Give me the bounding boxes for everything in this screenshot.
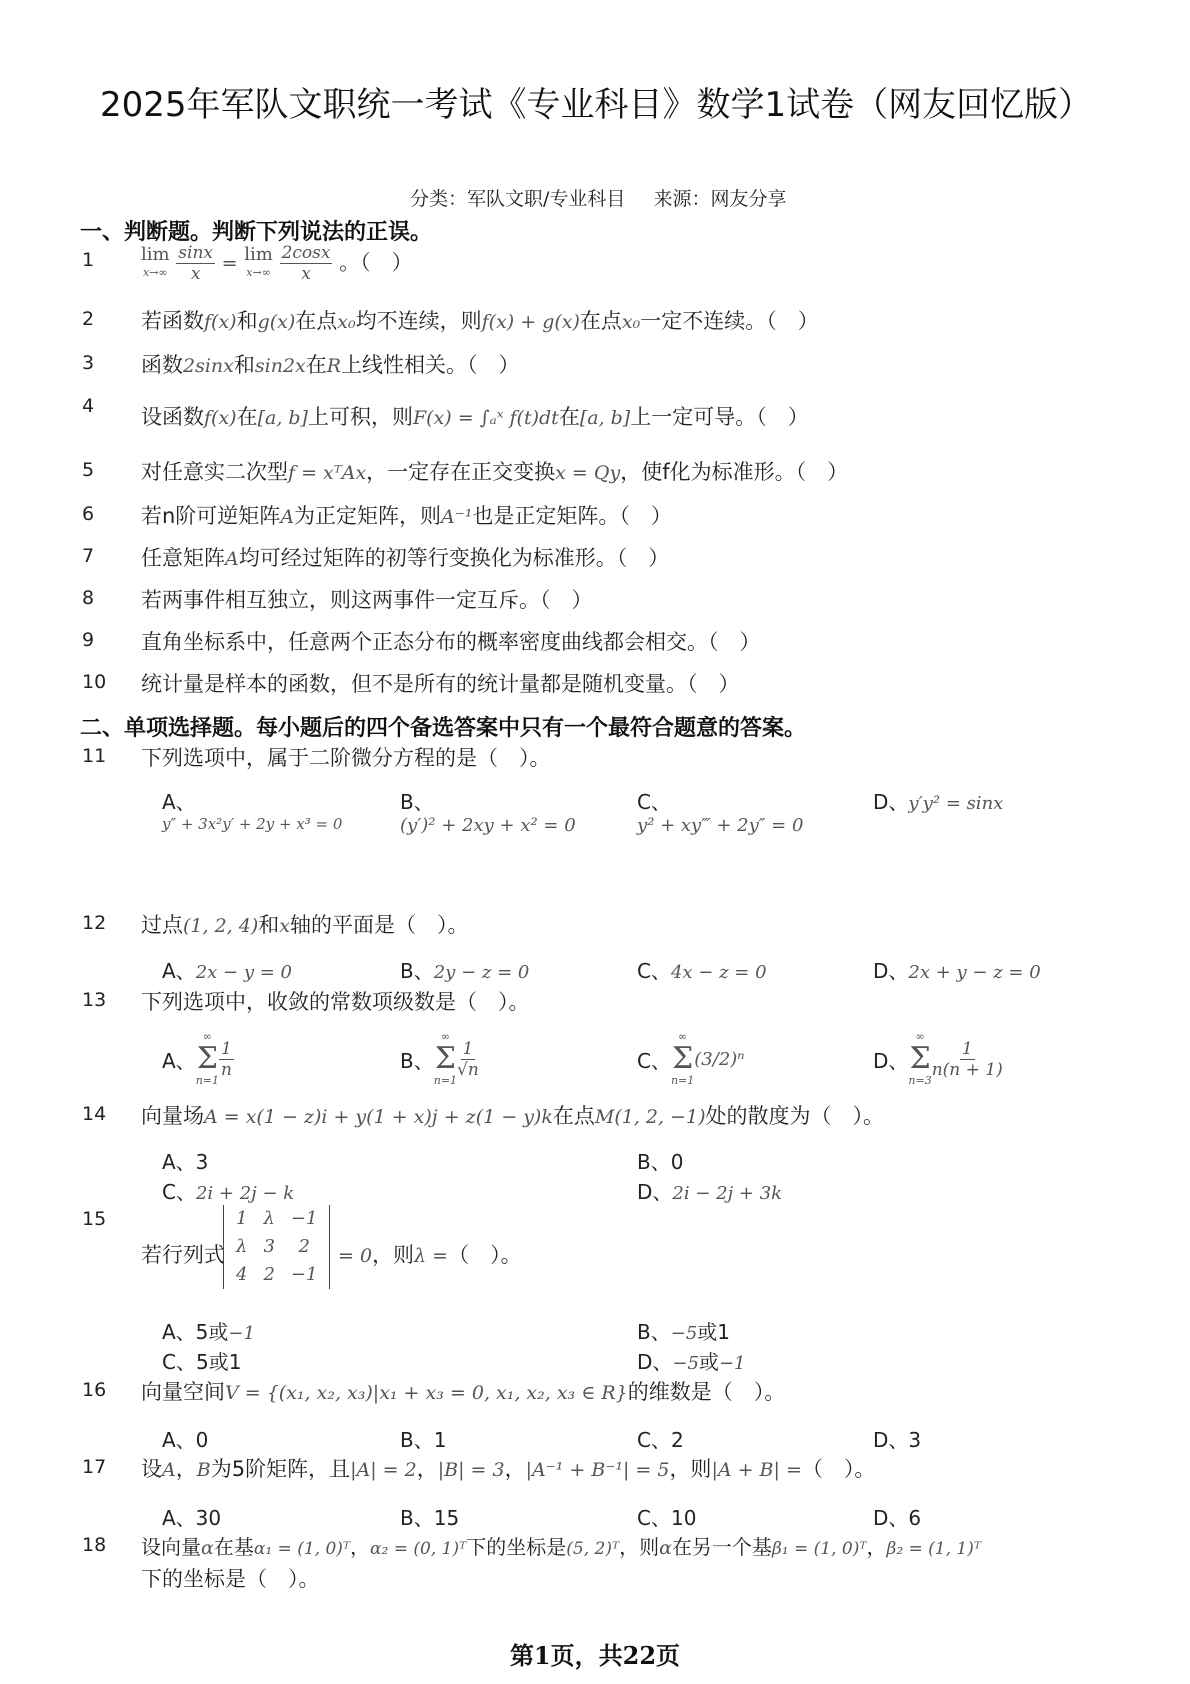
text-segment: ， — [866, 1535, 887, 1559]
question-number: 16 — [82, 1379, 107, 1401]
question-12 — [141, 909, 468, 939]
math-expr: λ = — [414, 1245, 449, 1267]
numerator: 1 — [462, 1038, 474, 1059]
text-segment: ，则 — [669, 1457, 712, 1481]
option-label: B、 — [400, 1048, 434, 1073]
option-c[interactable] — [637, 786, 803, 836]
question-number: 7 — [82, 545, 95, 567]
question-number: 1 — [82, 249, 95, 271]
question-5 — [141, 456, 848, 486]
text-segment: 也是正定矩阵。（ ） — [472, 504, 672, 528]
denominator: n(n + 1) — [931, 1059, 1003, 1080]
math-expr: (3/2)ⁿ — [694, 1048, 745, 1070]
text-segment: 一定不连续。（ ） — [640, 309, 819, 333]
question-number: 18 — [82, 1534, 107, 1556]
text-segment: 上线性相关。（ ） — [341, 353, 520, 377]
numerator: sinx — [178, 243, 213, 263]
summation — [908, 1030, 931, 1088]
page-number-footer: 第1页，共22页 — [509, 1641, 681, 1670]
numerator: 1 — [221, 1038, 232, 1059]
text-segment: 任意矩阵 — [141, 546, 225, 570]
text-segment: 函数 — [141, 353, 183, 377]
text-segment: 处的散度为（ ）。 — [705, 1104, 884, 1128]
math-expr: x₀ — [621, 311, 641, 333]
question-14 — [141, 1100, 884, 1130]
numerator: 2cosx — [281, 243, 331, 263]
text-segment: 均不连续，则 — [355, 309, 482, 333]
determinant — [223, 1205, 330, 1289]
text-segment: 上一定可导。（ ） — [630, 405, 809, 429]
question-9: 直角坐标系中，任意两个正态分布的概率密度曲线都会相交。（ ） — [141, 630, 761, 654]
denominator: √n — [457, 1059, 479, 1080]
option-label: C、 — [637, 1048, 671, 1073]
summation — [671, 1030, 694, 1088]
math-expr: (y′)² + 2xy + x² = 0 — [400, 815, 576, 836]
question-13: 下列选项中，收敛的常数项级数是（ ）。 — [141, 990, 530, 1014]
question-3 — [141, 349, 520, 379]
text-segment: ， — [175, 1457, 197, 1481]
sum-upper: ∞ — [202, 1030, 212, 1043]
meta-line — [410, 184, 808, 211]
sum-upper: ∞ — [440, 1030, 450, 1043]
matrix-cell: 2 — [263, 1264, 275, 1285]
matrix-cell: 2 — [298, 1236, 310, 1257]
math-expr: |A⁻¹ + B⁻¹| = 5 — [525, 1459, 670, 1481]
text-segment: 设 — [141, 1457, 162, 1481]
text-segment: ， — [350, 1535, 371, 1559]
math-expr: A = x(1 − z)i + y(1 + x)j + z(1 − y)k — [204, 1106, 553, 1128]
text-segment: ，则 — [372, 1243, 415, 1267]
fraction — [176, 243, 215, 284]
option-label: D、 — [637, 1180, 673, 1204]
text-segment: 在 — [236, 405, 258, 429]
sum-lower: n=1 — [670, 1074, 695, 1087]
matrix-cell: −1 — [290, 1208, 318, 1229]
sum-lower: n=1 — [433, 1074, 458, 1087]
math-expr: A — [162, 1459, 176, 1481]
question-10: 统计量是样本的函数，但不是所有的统计量都是随机变量。（ ） — [141, 672, 740, 696]
math-expr: f = xᵀAx — [288, 462, 367, 484]
option-b[interactable] — [637, 1316, 730, 1345]
option-b[interactable] — [400, 955, 529, 984]
option-a[interactable]: A、0 — [162, 1428, 209, 1452]
option-d[interactable] — [873, 1030, 1003, 1088]
option-label: C、 — [637, 790, 671, 814]
sum-upper: ∞ — [678, 1030, 688, 1043]
math-expr: V = {(x₁, x₂, x₃)|x₁ + x₃ = 0, x₁, x₂, x₃ ∈ R} — [225, 1382, 628, 1404]
text-segment: ，一定存在正交变换 — [366, 460, 556, 484]
determinant-matrix — [228, 1205, 325, 1289]
math-expr: [a, b] — [257, 407, 308, 429]
math-expr: −1 — [718, 1353, 746, 1374]
limit-operator — [141, 243, 170, 282]
math-expr: f(x) — [204, 311, 237, 333]
question-7 — [141, 542, 669, 572]
question-18 — [141, 1531, 981, 1560]
question-16 — [141, 1376, 785, 1406]
sum-lower: n=3 — [908, 1074, 932, 1087]
question-6 — [141, 500, 672, 530]
option-a[interactable] — [162, 1316, 255, 1345]
text-segment: 在 — [305, 353, 327, 377]
text-segment: 和 — [236, 309, 258, 333]
summation — [434, 1030, 457, 1088]
text-segment: 对任意实二次型 — [141, 460, 288, 484]
option-c[interactable]: C、10 — [637, 1506, 697, 1530]
math-expr: A⁻¹ — [441, 506, 473, 528]
math-expr: (1, 2, 4) — [183, 915, 259, 937]
question-number: 2 — [82, 308, 95, 330]
math-expr: [a, b] — [579, 407, 631, 429]
question-number: 4 — [82, 395, 95, 417]
sigma-symbol: Σ — [672, 1041, 694, 1076]
option-label: A、5或 — [162, 1320, 229, 1344]
question-number: 5 — [82, 459, 95, 481]
question-15-prefix: 若行列式 — [141, 1243, 225, 1267]
sigma-symbol: Σ — [909, 1041, 931, 1076]
text-segment: 在另一个基 — [671, 1535, 772, 1559]
option-c[interactable] — [637, 1030, 745, 1088]
math-expr: 2y − z = 0 — [433, 962, 530, 983]
math-expr: 2i − 2j + 3k — [672, 1183, 783, 1204]
sigma-symbol: Σ — [434, 1041, 456, 1076]
text-segment: 若n阶可逆矩阵 — [141, 504, 281, 528]
option-label: A、 — [162, 1048, 196, 1073]
text-segment: ， — [416, 1457, 438, 1481]
option-b[interactable]: B、1 — [400, 1428, 447, 1452]
denominator: x — [190, 264, 201, 284]
text-segment: ， — [504, 1457, 526, 1481]
math-expr: α₁ = (1, 0)ᵀ — [253, 1539, 351, 1559]
equals-sign: = — [221, 252, 238, 275]
math-expr: |A + B| = — [711, 1459, 802, 1481]
text-segment: 或 — [698, 1350, 719, 1374]
math-expr: 2i + 2j − k — [195, 1183, 295, 1204]
text-segment: （ ）。 — [801, 1457, 876, 1481]
denominator: n — [220, 1059, 232, 1080]
option-label: B、 — [400, 790, 434, 814]
math-expr: α — [201, 1537, 214, 1559]
question-number: 11 — [82, 745, 107, 767]
question-8: 若两事件相互独立，则这两事件一定互斥。（ ） — [141, 588, 593, 612]
question-number: 6 — [82, 503, 95, 525]
category-label: 分类：军队文职/专业科目 — [410, 188, 626, 210]
option-d[interactable]: D、3 — [873, 1428, 922, 1452]
option-b[interactable] — [400, 786, 576, 836]
option-label: C、 — [162, 1180, 196, 1204]
math-expr: α₂ = (0, 1)ᵀ — [370, 1539, 467, 1559]
text-segment: 的维数是（ ）。 — [627, 1380, 786, 1404]
math-expr: M(1, 2, −1) — [594, 1106, 706, 1128]
sigma-symbol: Σ — [196, 1041, 218, 1076]
lim-label: lim — [141, 243, 170, 265]
math-expr: 4x − z = 0 — [670, 962, 767, 983]
math-expr: x = Qy — [555, 462, 621, 484]
matrix-cell: 3 — [263, 1236, 275, 1257]
math-expr: −1 — [228, 1323, 255, 1344]
sum-lower: n=1 — [195, 1074, 219, 1087]
section-heading-single-choice: 二、单项选择题。每小题后的四个备选答案中只有一个最符合题意的答案。 — [80, 716, 807, 741]
text-segment: 设函数 — [141, 405, 204, 429]
text-segment: 过点 — [141, 913, 183, 937]
question-4 — [141, 401, 809, 431]
math-expr: g(x) — [257, 311, 296, 333]
math-expr: 2sinx — [183, 355, 234, 377]
option-d[interactable]: D、6 — [873, 1506, 922, 1530]
text-segment: 在点 — [295, 309, 338, 333]
option-d[interactable] — [873, 955, 1041, 984]
question-number: 3 — [82, 352, 95, 374]
question-1 — [141, 243, 413, 284]
fraction — [457, 1039, 479, 1080]
math-expr: B — [196, 1459, 211, 1481]
question-11: 下列选项中，属于二阶微分方程的是（ ）。 — [141, 746, 551, 770]
math-expr: β₁ = (1, 0)ᵀ — [771, 1539, 867, 1559]
option-a[interactable]: A、3 — [162, 1150, 209, 1174]
option-label: D、 — [873, 790, 909, 814]
text-segment: 在 — [558, 405, 580, 429]
math-expr: y″ + 3x²y′ + 2y + x³ = 0 — [162, 815, 343, 833]
option-label: C、 — [637, 959, 671, 983]
math-expr: −5 — [672, 1353, 699, 1374]
text-segment: 上可积，则 — [307, 405, 413, 429]
option-d[interactable] — [637, 1176, 782, 1205]
math-expr: A — [280, 506, 295, 528]
integral-expr: F(x) = ∫ₐˣ f(t)dt — [412, 407, 559, 429]
math-expr: 2x + y − z = 0 — [908, 962, 1041, 983]
math-expr: 2x − y = 0 — [195, 962, 292, 983]
text-segment: 为5阶矩阵，且 — [210, 1457, 351, 1481]
option-c[interactable]: C、5或1 — [162, 1350, 242, 1374]
option-c[interactable] — [162, 1176, 294, 1205]
summation — [196, 1030, 219, 1088]
math-expr: sin2x — [254, 355, 306, 377]
question-18-line2: 下的坐标是（ ）。 — [141, 1567, 320, 1591]
question-number: 17 — [82, 1456, 107, 1478]
option-c[interactable]: C、2 — [637, 1428, 684, 1452]
matrix-cell: −1 — [290, 1264, 318, 1285]
math-expr: y′y² = sinx — [908, 793, 1004, 814]
question-number: 13 — [82, 989, 107, 1011]
question-tail: 。（ ） — [339, 250, 413, 275]
text-segment: 若函数 — [141, 309, 204, 333]
text-segment: 轴的平面是（ ）。 — [289, 913, 469, 937]
math-expr: |B| = 3 — [437, 1459, 505, 1481]
numerator: 1 — [961, 1038, 973, 1059]
math-expr: y² + xy‴ + 2y″ = 0 — [637, 815, 804, 836]
option-label: D、 — [873, 1048, 909, 1073]
math-expr: α — [659, 1537, 672, 1559]
text-segment: 在点 — [579, 309, 622, 333]
option-a[interactable] — [162, 1030, 234, 1088]
option-label: D、 — [873, 959, 909, 983]
fraction — [219, 1039, 234, 1080]
text-segment: 和 — [233, 353, 255, 377]
matrix-cell: 4 — [236, 1264, 248, 1285]
text-segment: 均可经过矩阵的初等行变换化为标准形。（ ） — [238, 546, 670, 570]
limit-operator — [244, 243, 273, 282]
source-label: 来源：网友分享 — [653, 188, 787, 210]
option-b[interactable] — [400, 1030, 479, 1088]
text-segment: 设向量 — [141, 1535, 201, 1559]
question-number: 8 — [82, 587, 95, 609]
text-segment: 向量空间 — [141, 1380, 225, 1404]
math-expr: = 0 — [338, 1245, 373, 1267]
math-expr: −5 — [670, 1323, 698, 1344]
option-label: B、 — [400, 959, 434, 983]
section-heading-judgement: 一、判断题。判断下列说法的正误。 — [80, 220, 433, 245]
option-c[interactable] — [637, 955, 767, 984]
option-a[interactable]: A、30 — [162, 1506, 222, 1530]
option-label: A、 — [162, 790, 196, 814]
text-segment: 为正定矩阵，则 — [294, 504, 442, 528]
question-number: 10 — [82, 671, 107, 693]
math-expr: R — [326, 355, 342, 377]
text-segment: 或1 — [697, 1320, 731, 1344]
matrix-cell: λ — [236, 1236, 248, 1257]
lim-subscript: x→∞ — [143, 265, 168, 279]
fraction — [280, 243, 333, 284]
question-15-suffix — [338, 1239, 522, 1269]
question-2 — [141, 305, 819, 335]
math-expr: |A| = 2 — [350, 1459, 417, 1481]
matrix-cell: λ — [263, 1208, 275, 1229]
math-expr: x — [279, 915, 290, 937]
text-segment: ，则 — [619, 1535, 660, 1559]
lim-subscript: x→∞ — [246, 265, 271, 279]
option-b[interactable]: B、0 — [637, 1150, 684, 1174]
text-segment: （ ）。 — [448, 1243, 522, 1267]
option-label: D、 — [637, 1350, 673, 1374]
fraction — [932, 1039, 1003, 1080]
text-segment: 下的坐标是 — [466, 1535, 567, 1559]
option-d[interactable] — [873, 786, 1003, 815]
math-expr: A — [225, 548, 239, 570]
math-expr: (5, 2)ᵀ — [566, 1539, 620, 1559]
question-number: 9 — [82, 629, 95, 651]
lim-label: lim — [244, 243, 273, 265]
option-a[interactable] — [162, 955, 292, 984]
text-segment: 在点 — [552, 1104, 595, 1128]
math-expr: f(x) + g(x) — [481, 311, 580, 333]
math-expr: β₂ = (1, 1)ᵀ — [886, 1539, 982, 1559]
option-label: B、 — [637, 1320, 671, 1344]
question-number: 12 — [82, 912, 107, 934]
denominator: x — [301, 264, 311, 284]
question-17 — [141, 1453, 875, 1483]
page-title: 2025年军队文职统一考试《专业科目》数学1试卷（网友回忆版） — [100, 85, 1093, 125]
option-b[interactable]: B、15 — [400, 1506, 460, 1530]
matrix-cell: 1 — [236, 1208, 248, 1229]
option-label: A、 — [162, 959, 196, 983]
sum-upper: ∞ — [915, 1030, 925, 1043]
text-segment: ，使f化为标准形。（ ） — [620, 460, 849, 484]
question-number: 14 — [82, 1103, 107, 1125]
text-segment: 在基 — [213, 1535, 254, 1559]
text-segment: 和 — [258, 913, 280, 937]
math-expr: x₀ — [337, 311, 356, 333]
option-a[interactable] — [162, 786, 342, 833]
text-segment: 向量场 — [141, 1104, 204, 1128]
question-number: 15 — [82, 1208, 107, 1230]
math-expr: f(x) — [204, 407, 237, 429]
option-d[interactable] — [637, 1346, 746, 1375]
